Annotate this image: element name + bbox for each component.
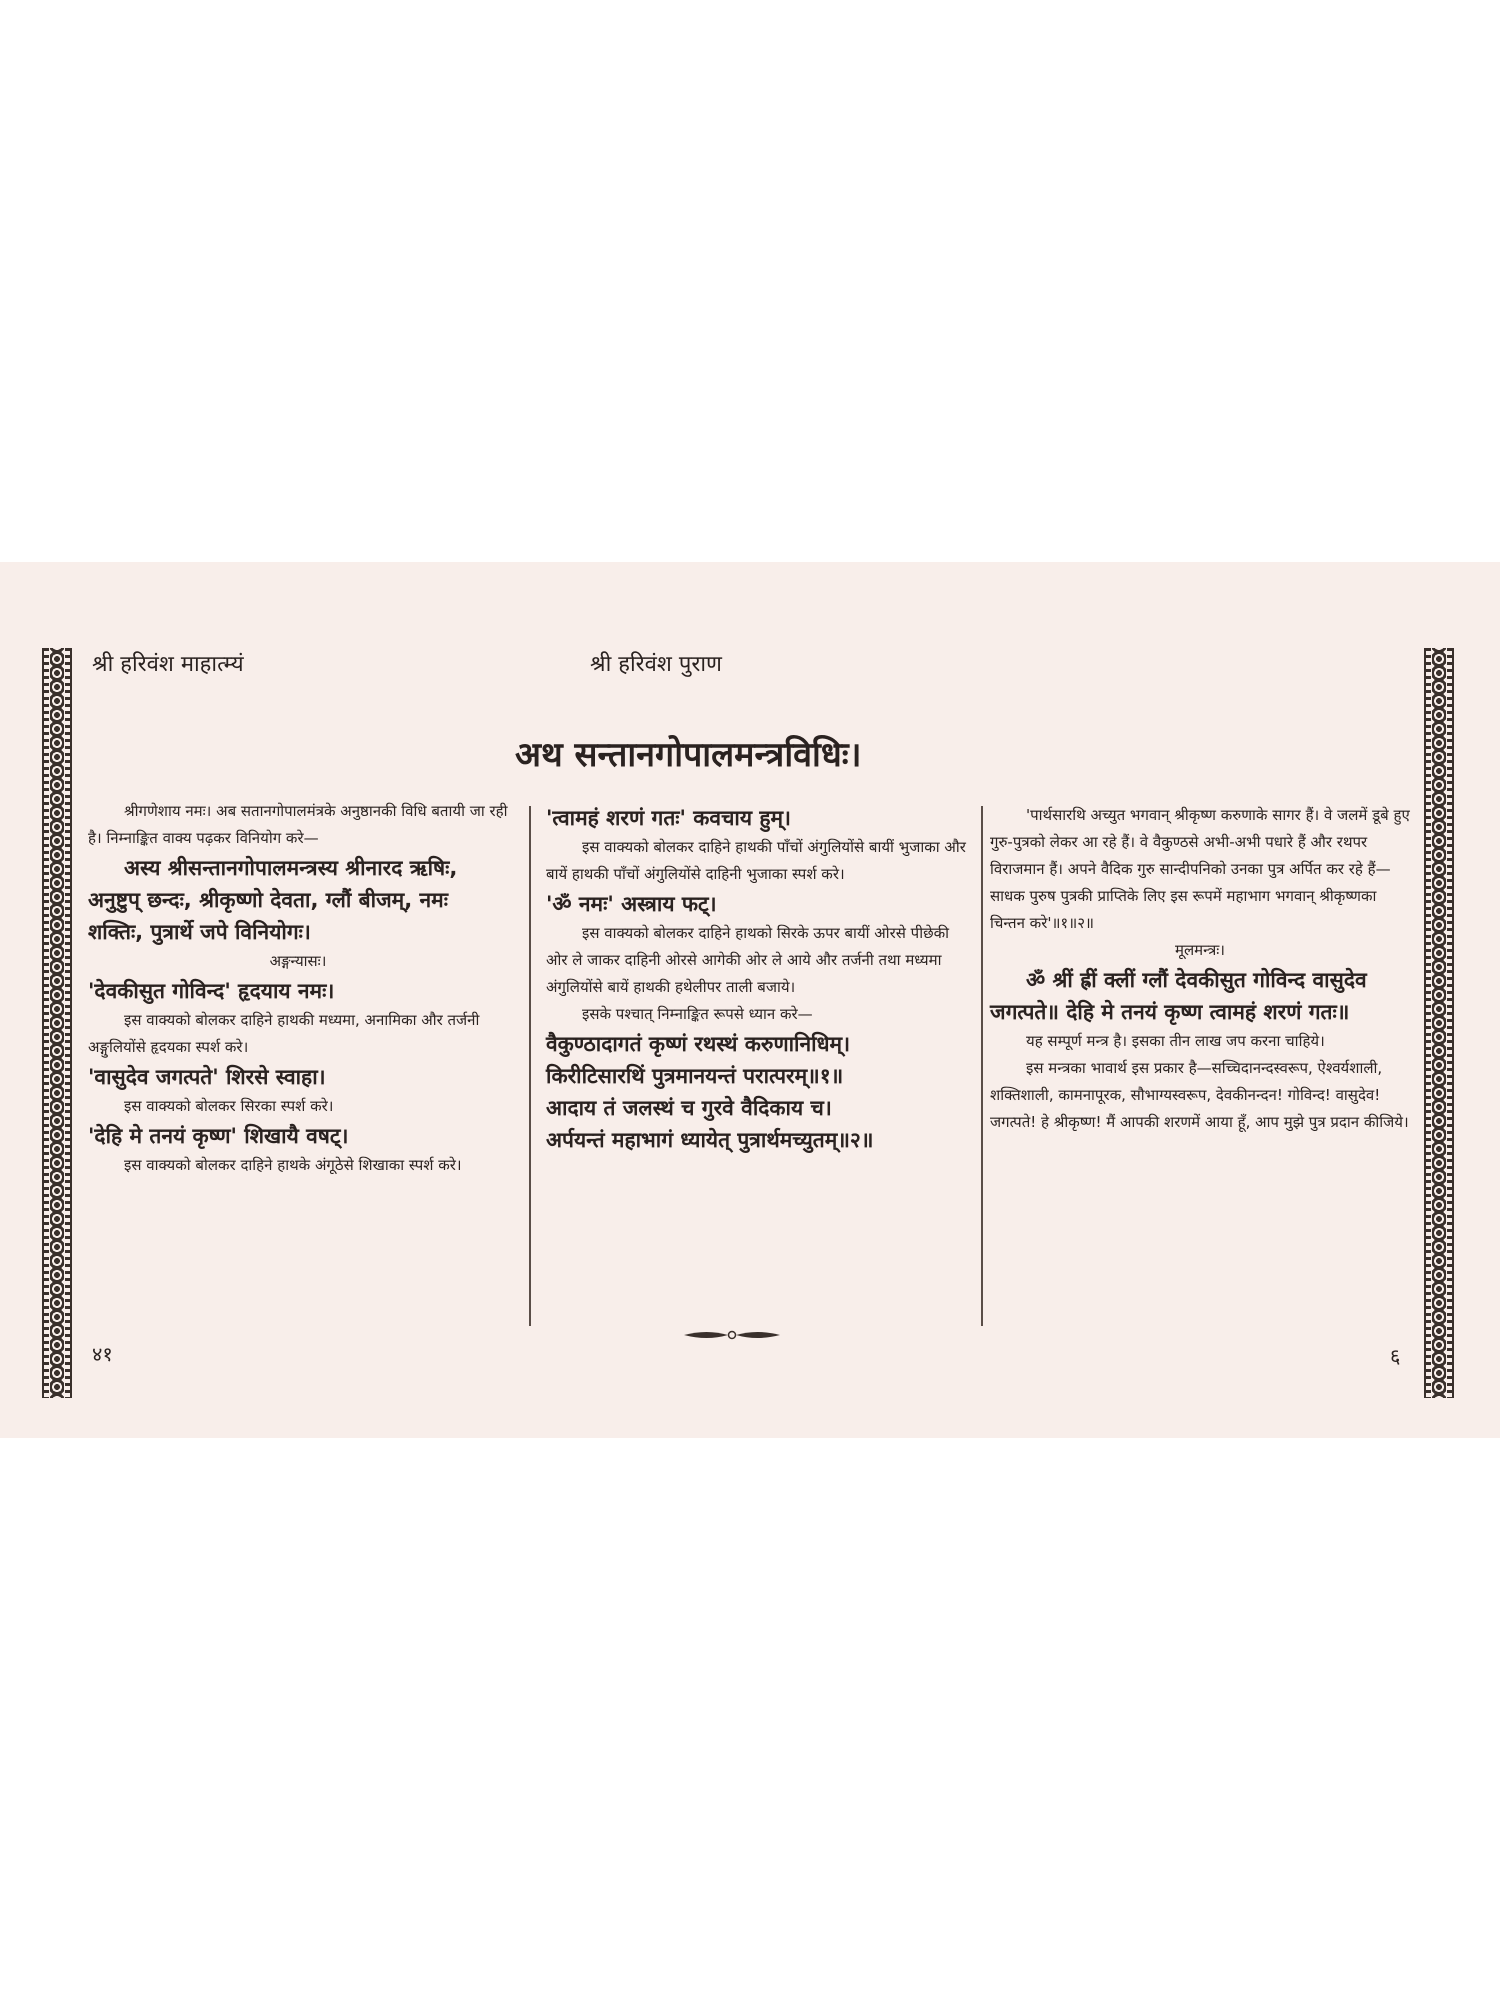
paragraph: इस वाक्यको बोलकर दाहिने हाथको सिरके ऊपर बायीं ओरसे पीछेकी ओर ले जाकर दाहिनी ओरसे आगेकी ओर ले आये और तर्जनी तथा मध्यमा अंगुलियोंसे बायें हाथकी हथेलीपर ताली बजाये। (546, 924, 950, 996)
ornament-icon (682, 1327, 782, 1343)
right-ornamental-border (1424, 648, 1454, 1398)
dhyana-verse-line: वैकुण्ठादागतं कृष्णं रथस्थं करुणानिधिम्। (546, 1032, 851, 1056)
column-divider (981, 806, 983, 1326)
book-page (0, 562, 1500, 1438)
dhyana-verse-line: अर्पयन्तं महाभागं ध्यायेत् पुत्रार्थमच्युतम्॥२॥ (546, 1128, 874, 1152)
mantra-line: 'ॐ नमः' अस्त्राय फट्। (546, 892, 717, 916)
subheading: अङ्गन्यासः। (269, 952, 327, 970)
paragraph: इस वाक्यको बोलकर दाहिने हाथकी मध्यमा, अनामिका और तर्जनी अङ्गुलियोंसे हृदयका स्पर्श करे। (88, 1011, 480, 1056)
paragraph: श्रीगणेशाय नमः। अब सतानगोपालमंत्रके अनुष्ठानकी विधि बतायी जा रही है। निम्नाङ्कित वाक्य पढ़कर विनियोग करे— (88, 802, 508, 847)
subheading: मूलमन्त्रः। (1175, 941, 1225, 959)
paragraph: इसके पश्चात् निम्नाङ्कित रूपसे ध्यान करे— (582, 1005, 813, 1023)
column-3 (990, 802, 1410, 1136)
dhyana-verse-line: आदाय तं जलस्थं च गुरवे वैदिकाय च। (546, 1096, 832, 1120)
column-divider (529, 806, 531, 1326)
mantra-line: 'वासुदेव जगत्पते' शिरसे स्वाहा। (88, 1065, 326, 1089)
paragraph: 'पार्थसारथि अच्युत भगवान् श्रीकृष्ण करुणाके सागर हैं। वे जलमें डूबे हुए गुरु-पुत्रको लेकर आ रहे हैं। वे वैकुण्ठसे अभी-अभी पधारे हैं और रथपर विराजमान हैं। अपने वैदिक गुरु सान्दीपनिको उनका पुत्र अर्पित कर रहे हैं—साधक पुरुष पुत्रकी प्राप्तिके लिए इस रूपमें महाभाग भगवान् श्रीकृष्णका चिन्तन करे'॥१॥२॥ (990, 806, 1410, 932)
column-2 (546, 802, 968, 1156)
viniyoga-verse: अस्य श्रीसन्तानगोपालमन्त्रस्य श्रीनारद ऋषिः, अनुष्टुप् छन्दः, श्रीकृष्णो देवता, ग्लौं बीजम्, नमः शक्तिः, पुत्रार्थे जपे विनियोगः। (88, 856, 458, 944)
running-header-center: श्री हरिवंश पुराण (590, 652, 722, 677)
left-ornamental-border (42, 648, 72, 1398)
paragraph: इस वाक्यको बोलकर दाहिने हाथके अंगूठेसे शिखाका स्पर्श करे। (124, 1156, 462, 1174)
mantra-line: 'त्वामहं शरणं गतः' कवचाय हुम्। (546, 806, 792, 830)
chapter-title: अथ सन्तानगोपालमन्त्रविधिः। (515, 735, 862, 775)
paragraph: इस वाक्यको बोलकर सिरका स्पर्श करे। (124, 1097, 334, 1115)
paragraph: यह सम्पूर्ण मन्त्र है। इसका तीन लाख जप करना चाहिये। (1026, 1032, 1325, 1050)
mantra-line: 'देहि मे तनयं कृष्ण' शिखायै वषट्। (88, 1124, 349, 1148)
column-1 (88, 798, 508, 1179)
page-number-left: ४१ (92, 1342, 113, 1366)
paragraph: इस मन्त्रका भावार्थ इस प्रकार है—सच्चिदानन्दस्वरूप, ऐश्वर्यशाली, शक्तिशाली, कामनापूरक, सौभाग्यस्वरूप, देवकीनन्दन! गोविन्द! वासुदेव! जगत्पते! हे श्रीकृष्ण! मैं आपकी शरणमें आया हूँ, आप मुझे पुत्र प्रदान कीजिये। (990, 1059, 1409, 1131)
mantra-line: 'देवकीसुत गोविन्द' हृदयाय नमः। (88, 979, 335, 1003)
page-number-right: ६ (1390, 1344, 1401, 1368)
dhyana-verse-line: किरीटिसारथिं पुत्रमानयन्तं परात्परम्॥१॥ (546, 1064, 844, 1088)
running-header-left: श्री हरिवंश माहात्म्यं (92, 652, 244, 677)
mula-mantra: ॐ श्रीं ह्रीं क्लीं ग्लौं देवकीसुत गोविन्द वासुदेव जगत्पते॥ देहि मे तनयं कृष्ण त्वामहं शरणं गतः॥ (990, 968, 1367, 1024)
paragraph: इस वाक्यको बोलकर दाहिने हाथकी पाँचों अंगुलियोंसे बायीं भुजाका और बायें हाथकी पाँचों अंगुलियोंसे दाहिनी भुजाका स्पर्श करे। (546, 838, 966, 883)
